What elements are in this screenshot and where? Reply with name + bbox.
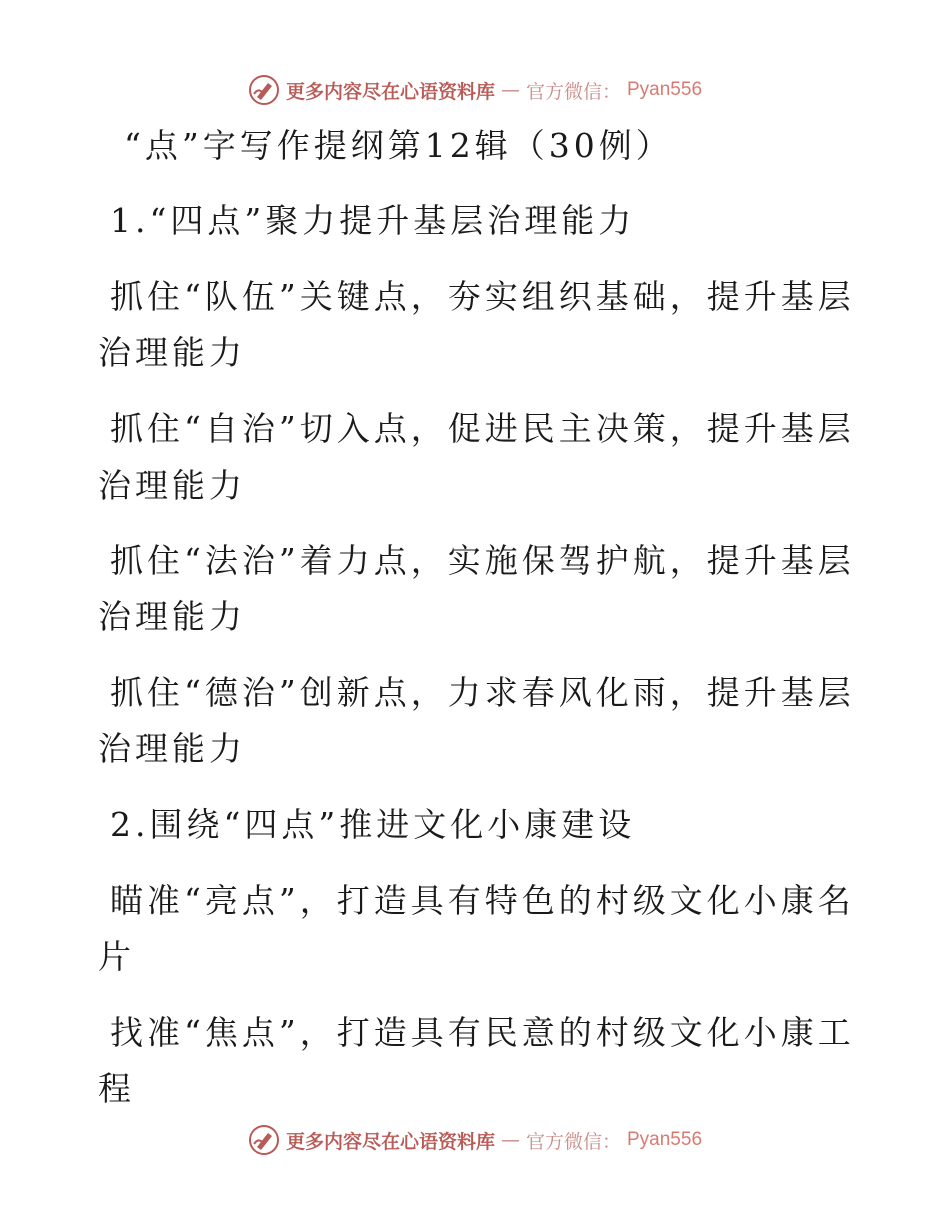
section-heading-2: 2.围绕“四点”推进文化小康建设 [110,805,636,844]
list-item-4-line2: 治理能力 [98,729,246,768]
pen-logo-icon [248,1124,280,1156]
watermark-main-text: 更多内容尽在心语资料库 [285,1130,495,1153]
list-item-6-line1: 找准“焦点”，打造具有民意的村级文化小康工 [110,1013,855,1052]
list-item-2-line1: 抓住“自治”切入点，促进民主决策，提升基层 [110,409,855,448]
watermark-official-label: 官方微信： [525,80,621,103]
list-item-5-line2: 片 [98,937,135,976]
list-item-4-line1: 抓住“德治”创新点，力求春风化雨，提升基层 [110,673,855,712]
list-item-1-line1: 抓住“队伍”关键点，夯实组织基础，提升基层 [110,277,855,316]
list-item-5-line1: 瞄准“亮点”，打造具有特色的村级文化小康名 [110,881,855,920]
watermark-dash: — [500,1129,520,1151]
pen-logo-icon [248,74,280,106]
list-item-6-line2: 程 [98,1069,135,1108]
list-item-2-line2: 治理能力 [98,466,246,505]
header-watermark [0,70,950,110]
list-item-1-line2: 治理能力 [98,333,246,372]
list-item-3-line1: 抓住“法治”着力点，实施保驾护航，提升基层 [110,541,855,580]
section-heading-1: 1.“四点”聚力提升基层治理能力 [110,201,636,240]
document-title: “点”字写作提纲第12辑（30例） [124,126,673,165]
watermark-wechat-id: Pyan556 [627,1129,703,1150]
watermark-dash: — [500,79,520,101]
list-item-3-line2: 治理能力 [98,597,246,636]
footer-watermark [0,1120,950,1160]
watermark-official-label: 官方微信： [525,1130,621,1153]
watermark-wechat-id: Pyan556 [627,79,703,100]
watermark-main-text: 更多内容尽在心语资料库 [285,80,495,103]
